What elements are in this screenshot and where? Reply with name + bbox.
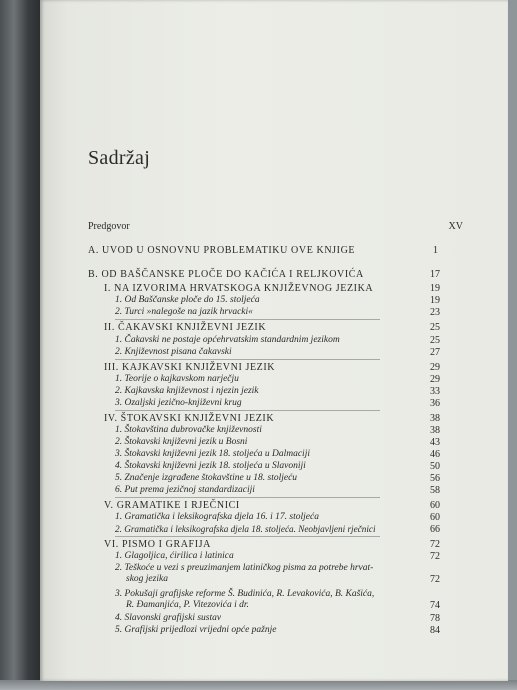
toc-page-section-6-5: 84 [430,625,440,636]
toc-section-4-1: 1. Štokavština dubrovačke književnosti [115,425,262,435]
divider [115,497,380,498]
toc-section-4-6: 6. Put prema jezičnoj standardizaciji [115,485,255,495]
toc-entry-predgovor: Predgovor [88,221,130,232]
toc-section-4-4: 4. Štokavski književni jezik 18. stoljeća u Slavoniji [115,461,306,471]
toc-section-5-1: 1. Gramatička i leksikografska djela 16. i 17. stoljeća [115,512,319,522]
toc-page-section-3-3: 36 [430,398,440,409]
toc-chapter-5: V. GRAMATIKE I RJEČNICI [104,500,240,511]
toc-section-6-3: 3. Pokušaji grafijske reforme Š. Budinića, R. Levakovića, B. Kašića, [115,589,375,599]
toc-page-part-b: 17 [430,269,440,280]
table-surface [0,680,517,690]
toc-page-section-3-2: 33 [430,386,440,397]
toc-page-section-1-1: 19 [430,295,440,306]
toc-section-4-3: 3. Štokavski književni jezik 18. stoljeća u Dalmaciji [115,449,310,459]
toc-page-section-2-2: 27 [430,347,440,358]
page-title: Sadržaj [88,147,151,169]
toc-chapter-2: II. ČAKAVSKI KNJIŽEVNI JEZIK [104,322,267,333]
toc-chapter-6: VI. PISMO I GRAFIJA [104,539,211,550]
toc-page-chapter-5: 60 [430,500,440,511]
toc-page-chapter-2: 25 [430,322,440,333]
toc-entry-part-a: A. UVOD U OSNOVNU PROBLEMATIKU OVE KNJIGE [88,245,356,256]
toc-page-section-4-4: 50 [430,461,440,472]
toc-section-4-5: 5. Značenje izgrađene štokavštine u 18. stoljeću [115,473,298,483]
divider [115,410,380,411]
toc-chapter-1: I. NA IZVORIMA HRVATSKOGA KNJIŽEVNOG JEZIKA [104,283,374,294]
toc-page-section-5-2: 66 [430,524,440,535]
toc-page-part-a: 1 [433,245,438,256]
toc-section-2-2: 2. Književnost pisana čakavski [115,347,232,357]
toc-section-6-1: 1. Glagoljica, ćirilica i latinica [115,551,234,561]
toc-page-section-1-2: 23 [430,307,440,318]
toc-page-chapter-4: 38 [430,413,440,424]
toc-chapter-3: III. KAJKAVSKI KNJIŽEVNI JEZIK [104,362,276,373]
toc-section-6-2-cont: skog jezika [126,574,168,584]
toc-chapter-4: IV. ŠTOKAVSKI KNJIŽEVNI JEZIK [104,413,275,424]
toc-page-section-4-5: 56 [430,473,440,484]
toc-page-predgovor: XV [448,221,463,232]
toc-page-section-3-1: 29 [430,374,440,385]
toc-page-section-5-1: 60 [430,512,440,523]
toc-page-section-2-1: 25 [430,335,440,346]
toc-section-2-1: 1. Čakavski ne postaje općehrvatskim standardnim jezikom [115,335,340,345]
toc-section-3-3: 3. Ozaljski jezično-književni krug [115,398,242,408]
toc-page-section-4-2: 43 [430,437,440,448]
toc-entry-part-b: B. OD BAŠČANSKE PLOČE DO KAČIĆA I RELJKOVIĆA [88,269,364,280]
toc-section-6-4: 4. Slavonski grafijski sustav [115,613,222,623]
toc-page-section-6-4: 78 [430,613,440,624]
book-spine-edge [0,0,40,690]
toc-page-chapter-1: 19 [430,283,440,294]
toc-section-6-2: 2. Teškoće u vezi s preuzimanjem latiničkog pisma za potrebe hrvat- [115,563,374,573]
toc-section-1-1: 1. Od Baščanske ploče do 15. stoljeća [115,295,260,305]
toc-section-6-5: 5. Grafijski prijedlozi vrijedni opće pažnje [115,625,277,635]
toc-page-section-6-2: 72 [430,574,440,585]
toc-section-3-2: 2. Kajkavska književnost i njezin jezik [115,386,259,396]
toc-page-chapter-3: 29 [430,362,440,373]
divider [115,359,380,360]
toc-page-section-6-3: 74 [430,600,440,611]
toc-section-3-1: 1. Teorije o kajkavskom narječju [115,374,239,384]
divider [115,536,380,537]
toc-section-1-2: 2. Turci »nalegoše na jazik hrvacki« [115,307,253,317]
toc-section-5-2: 2. Gramatička i leksikografska djela 18. stoljeća. Neobjavljeni rječnici [115,524,376,534]
toc-page-section-4-3: 46 [430,449,440,460]
toc-page-section-6-1: 72 [430,551,440,562]
toc-section-6-3-cont: R. Đamanjića, P. Vitezovića i dr. [126,600,249,610]
toc-page-chapter-6: 72 [430,539,440,550]
toc-section-4-2: 2. Štokavski književni jezik u Bosni [115,437,248,447]
toc-page-section-4-6: 58 [430,485,440,496]
book-page [40,0,508,681]
divider [115,319,380,320]
toc-page-section-4-1: 38 [430,425,440,436]
